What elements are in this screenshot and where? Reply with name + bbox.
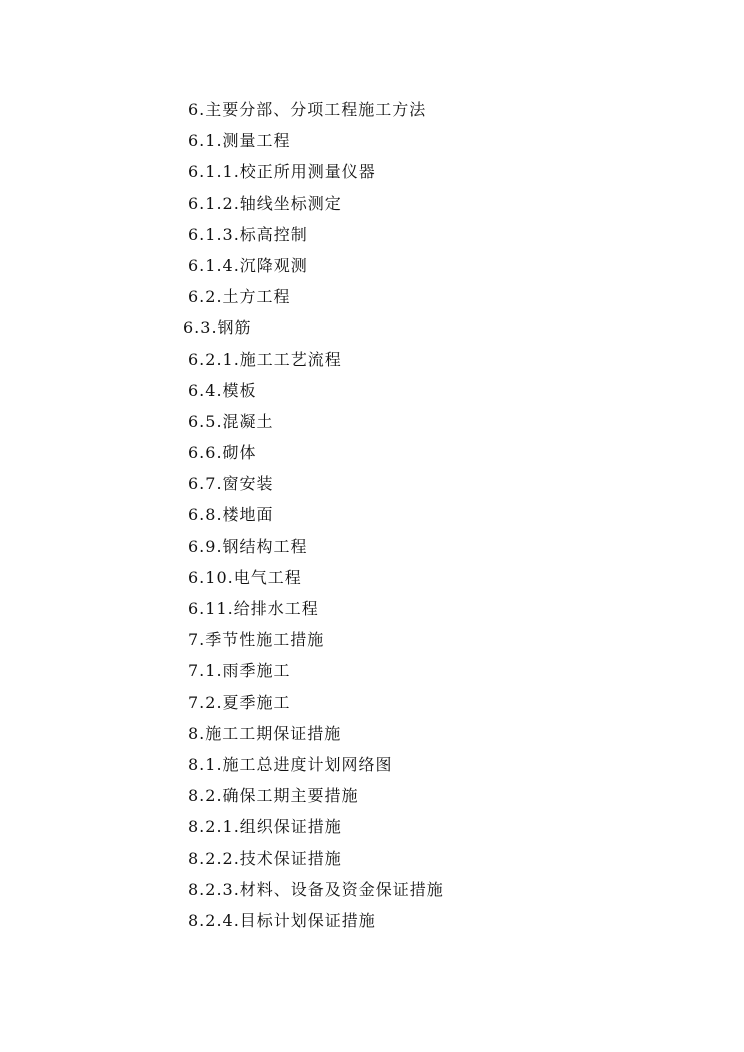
toc-entry: 6.11.给排水工程 xyxy=(188,599,319,618)
toc-entry: 6.1.测量工程 xyxy=(188,131,291,151)
toc-entry: 8.1.施工总进度计划网络图 xyxy=(188,754,393,774)
toc-entry: 6.1.4.沉降观测 xyxy=(188,255,308,275)
toc-entry: 6.10.电气工程 xyxy=(188,567,302,587)
toc-entry: 8.2.3.材料、设备及资金保证措施 xyxy=(188,879,444,899)
toc-entry: 8.2.确保工期主要措施 xyxy=(188,786,359,806)
toc-entry: 7.季节性施工措施 xyxy=(188,630,325,650)
toc-entry: 6.6.砌体 xyxy=(188,443,257,463)
toc-entry: 8.2.1.组织保证措施 xyxy=(188,817,342,837)
toc-entry: 6.1.3.标高控制 xyxy=(188,224,308,244)
toc-entry: 8.施工工期保证措施 xyxy=(188,723,342,743)
toc-entry: 6.7.窗安装 xyxy=(188,474,274,494)
table-of-contents xyxy=(0,94,744,936)
toc-entry: 8.2.2.技术保证措施 xyxy=(188,848,342,868)
toc-entry: 6.1.1.校正所用测量仪器 xyxy=(188,162,376,182)
toc-entry: 7.1.雨季施工 xyxy=(188,661,291,681)
toc-entry: 6.3.钢筋 xyxy=(183,318,252,338)
toc-entry: 6.4.模板 xyxy=(188,380,257,400)
toc-entry: 6.9.钢结构工程 xyxy=(188,536,308,556)
toc-entry: 7.2.夏季施工 xyxy=(188,692,291,712)
toc-entry: 6.8.楼地面 xyxy=(188,505,274,525)
toc-entry: 6.1.2.轴线坐标测定 xyxy=(188,193,342,213)
toc-entry: 6.2.1.施工工艺流程 xyxy=(188,349,342,369)
toc-entry: 8.2.4.目标计划保证措施 xyxy=(188,910,376,930)
toc-entry: 6.5.混凝土 xyxy=(188,411,274,431)
toc-entry: 6.2.土方工程 xyxy=(188,287,291,307)
toc-entry: 6.主要分部、分项工程施工方法 xyxy=(188,100,427,119)
